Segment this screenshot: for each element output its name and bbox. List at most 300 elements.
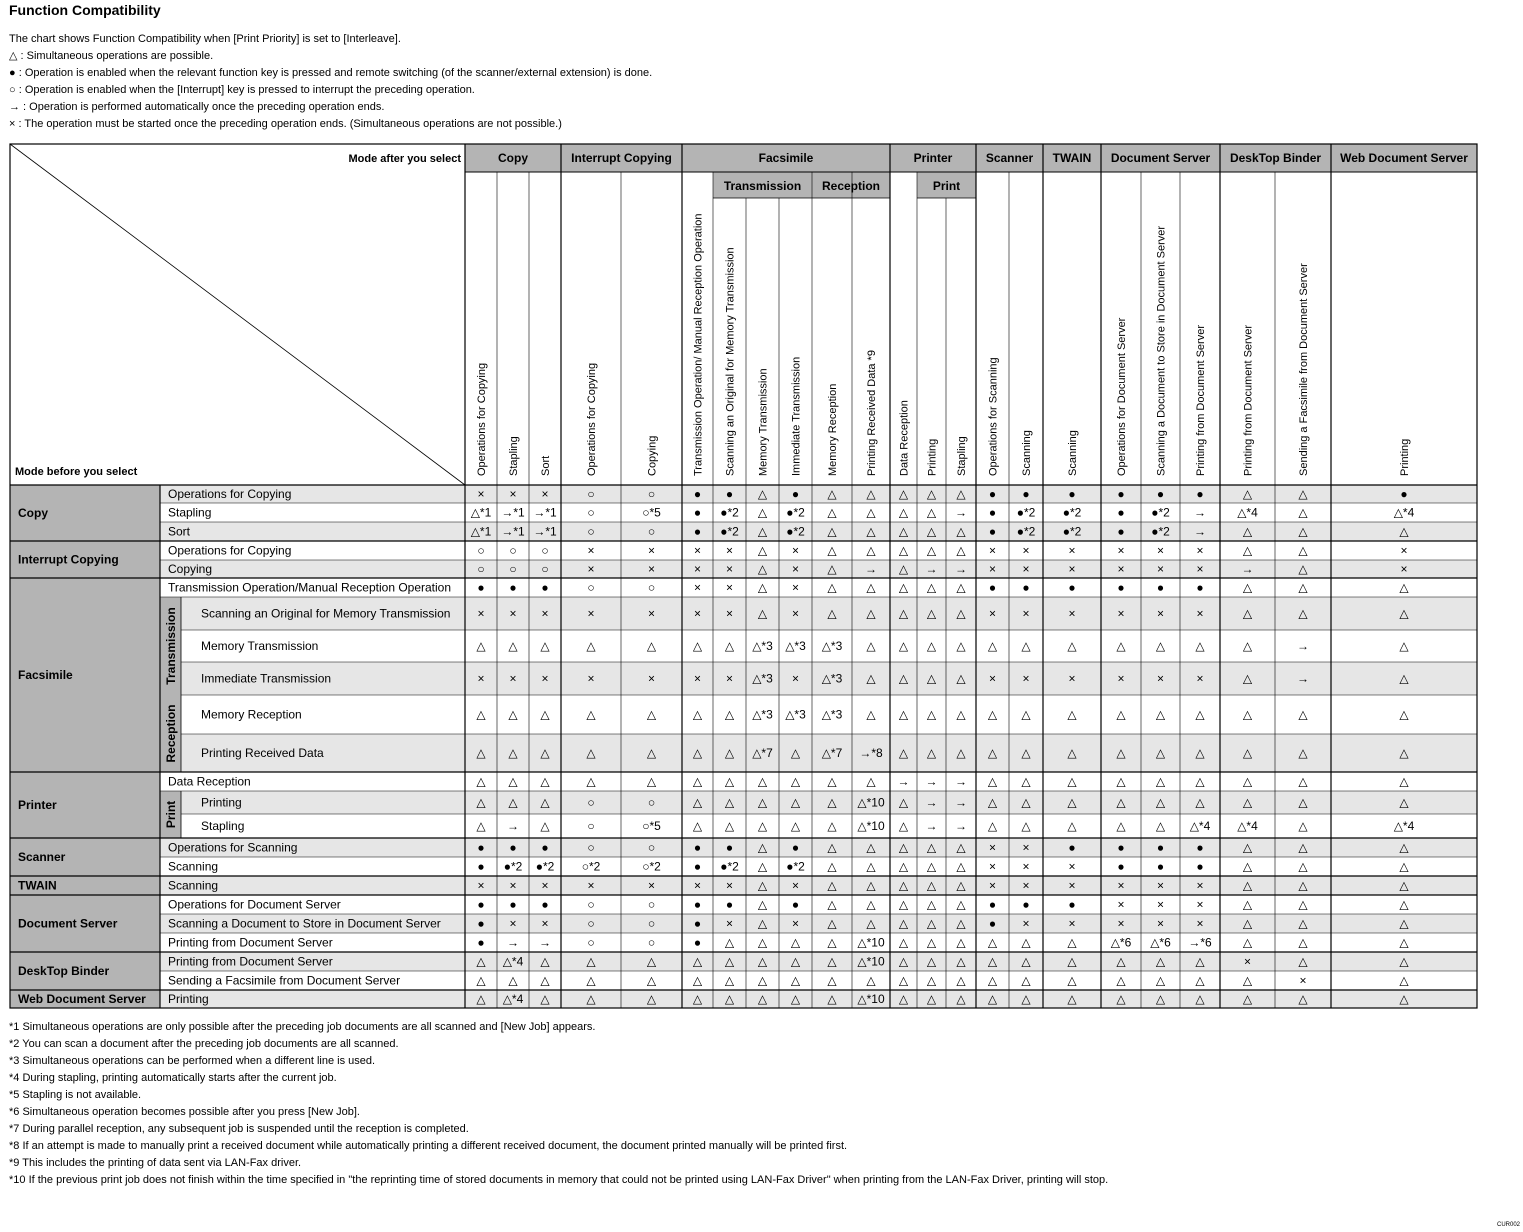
table-cell: △*4 bbox=[1189, 819, 1211, 833]
table-cell: △ bbox=[586, 954, 596, 969]
table-cell: △ bbox=[827, 524, 837, 539]
table-cell: × bbox=[1156, 671, 1165, 686]
table-cell: △*3 bbox=[785, 707, 806, 722]
table-cell: ○ bbox=[477, 543, 485, 558]
table-cell: → bbox=[507, 935, 519, 950]
table-cell: × bbox=[647, 562, 656, 576]
table-cell: ● bbox=[725, 840, 734, 855]
column-header: Sending a Facsimile from Document Server bbox=[1298, 263, 1310, 476]
table-cell: △ bbox=[1155, 774, 1166, 789]
table-cell: ●*2 bbox=[720, 505, 739, 520]
table-cell: △ bbox=[898, 524, 909, 539]
table-cell: △ bbox=[790, 795, 801, 810]
table-cell: × bbox=[1156, 897, 1165, 912]
table-cell: △ bbox=[1021, 746, 1031, 760]
table-cell: △ bbox=[476, 746, 486, 760]
table-cell: → bbox=[507, 819, 519, 833]
row-subgroup-label: Reception bbox=[164, 704, 178, 763]
table-cell: △ bbox=[724, 795, 735, 810]
table-cell: ● bbox=[791, 840, 800, 855]
table-cell: △ bbox=[1155, 795, 1166, 810]
table-cell: △ bbox=[1399, 878, 1409, 893]
table-cell: △ bbox=[724, 935, 735, 950]
table-cell: × bbox=[477, 606, 485, 621]
column-subgroup-label: Print bbox=[932, 179, 961, 193]
table-cell: △ bbox=[956, 524, 966, 539]
column-header: Scanning a Document to Store in Document Server bbox=[1155, 225, 1168, 476]
column-header: Operations for Document Server bbox=[1116, 317, 1128, 476]
table-cell: ● bbox=[1068, 840, 1076, 855]
table-cell: △ bbox=[1116, 746, 1126, 760]
row-label: Immediate Transmission bbox=[201, 671, 332, 686]
table-cell: × bbox=[1156, 543, 1165, 558]
table-cell: △ bbox=[926, 671, 937, 686]
table-cell: × bbox=[1068, 671, 1076, 686]
table-cell: × bbox=[1156, 916, 1165, 931]
table-cell: △ bbox=[692, 746, 703, 760]
column-group-label: Document Server bbox=[1110, 151, 1211, 165]
table-cell: △ bbox=[898, 487, 909, 501]
table-cell: △ bbox=[724, 954, 735, 969]
column-header: Data Reception bbox=[898, 400, 911, 476]
table-cell: △ bbox=[790, 954, 801, 969]
table-cell: △ bbox=[1298, 580, 1308, 595]
table-cell: △ bbox=[540, 746, 550, 760]
table-cell: ○*2 bbox=[642, 859, 661, 874]
table-cell: × bbox=[988, 671, 997, 686]
table-cell: △ bbox=[1242, 671, 1253, 686]
row-label: Printing bbox=[168, 992, 209, 1006]
column-header: Operations for Copying bbox=[586, 362, 598, 476]
table-cell: △ bbox=[1067, 935, 1077, 950]
table-cell: →*6 bbox=[1188, 935, 1212, 950]
row-label: Scanning an Original for Memory Transmission bbox=[201, 606, 451, 621]
table-cell: △ bbox=[898, 878, 909, 893]
table-cell: △ bbox=[866, 878, 876, 893]
table-cell: △*3 bbox=[752, 671, 773, 686]
column-group-label: Facsimile bbox=[758, 151, 814, 165]
table-cell: × bbox=[988, 606, 997, 621]
table-cell: ●*2 bbox=[720, 524, 739, 539]
table-cell: △ bbox=[1021, 639, 1031, 653]
table-cell: ● bbox=[1117, 840, 1125, 855]
table-cell: ○ bbox=[509, 543, 517, 558]
table-cell: △ bbox=[1067, 954, 1077, 969]
table-cell: × bbox=[1400, 562, 1408, 576]
table-cell: △ bbox=[724, 707, 735, 722]
table-cell: △*3 bbox=[821, 671, 843, 686]
table-cell: △*4 bbox=[502, 954, 524, 969]
table-cell: △ bbox=[476, 954, 486, 969]
table-cell: △ bbox=[790, 774, 801, 789]
table-cell: △ bbox=[586, 992, 596, 1006]
table-cell: → bbox=[925, 562, 938, 576]
row-label: Scanning a Document to Store in Document Server bbox=[168, 916, 441, 931]
table-cell: ○*5 bbox=[642, 819, 661, 833]
table-cell: ● bbox=[1068, 487, 1076, 501]
table-cell: × bbox=[693, 543, 702, 558]
table-cell: △*3 bbox=[752, 707, 773, 722]
table-cell: → bbox=[1241, 562, 1254, 576]
row-label: Printing bbox=[201, 795, 242, 810]
footnote: *8 If an attempt is made to manually print a received document while automatically printing a different received document, the document printed manually will be printed first. bbox=[9, 1140, 848, 1152]
table-cell: △ bbox=[1298, 840, 1308, 855]
row-label: Operations for Scanning bbox=[168, 840, 298, 855]
table-cell: △ bbox=[757, 897, 768, 912]
table-cell: △ bbox=[540, 774, 550, 789]
table-cell: × bbox=[1022, 606, 1030, 621]
table-cell: △ bbox=[898, 606, 909, 621]
table-cell: × bbox=[541, 487, 549, 501]
table-row-shade bbox=[160, 662, 1477, 695]
table-cell: △ bbox=[540, 819, 550, 833]
table-cell: ● bbox=[693, 840, 702, 855]
table-cell: △ bbox=[757, 543, 768, 558]
table-cell: ●*2 bbox=[1151, 524, 1170, 539]
table-cell: × bbox=[1022, 840, 1030, 855]
table-cell: ●*2 bbox=[720, 859, 739, 874]
table-cell: ○ bbox=[587, 524, 595, 539]
table-cell: △ bbox=[757, 992, 768, 1006]
table-cell: × bbox=[509, 671, 517, 686]
table-cell: △ bbox=[926, 859, 937, 874]
table-cell: △ bbox=[926, 524, 937, 539]
table-cell: △ bbox=[926, 878, 937, 893]
table-cell: → bbox=[1297, 639, 1309, 653]
table-cell: ● bbox=[1156, 580, 1165, 595]
table-cell: ○ bbox=[587, 487, 595, 501]
column-header: Operations for Scanning bbox=[987, 357, 1000, 476]
table-row-shade bbox=[160, 522, 1477, 541]
table-cell: △ bbox=[898, 819, 909, 833]
table-cell: △ bbox=[508, 774, 518, 789]
table-cell: △ bbox=[476, 639, 486, 653]
table-cell: × bbox=[1022, 859, 1030, 874]
table-cell: △ bbox=[540, 992, 550, 1006]
table-cell: ○ bbox=[541, 543, 549, 558]
table-cell: △ bbox=[586, 746, 596, 760]
table-cell: △ bbox=[926, 916, 937, 931]
table-cell: △ bbox=[898, 992, 909, 1006]
table-cell: △ bbox=[1195, 707, 1205, 722]
table-cell: ● bbox=[477, 935, 485, 950]
table-cell: × bbox=[1117, 878, 1125, 893]
table-cell: △ bbox=[1298, 746, 1308, 760]
table-cell: ●*2 bbox=[1016, 524, 1036, 539]
footnote: *7 During parallel reception, any subsequent job is suspended until the reception is completed. bbox=[9, 1123, 469, 1135]
table-cell: △ bbox=[1242, 935, 1253, 950]
table-cell: △ bbox=[790, 819, 801, 833]
table-cell: △ bbox=[898, 505, 909, 520]
table-cell: × bbox=[988, 562, 997, 576]
column-group-label: Interrupt Copying bbox=[571, 151, 672, 165]
table-cell: △ bbox=[1195, 992, 1205, 1006]
table-cell: ○ bbox=[587, 935, 595, 950]
table-cell: × bbox=[541, 916, 549, 931]
table-cell: △ bbox=[827, 859, 837, 874]
column-header: Printing bbox=[926, 438, 939, 476]
table-cell: × bbox=[509, 606, 517, 621]
table-cell: △ bbox=[1242, 973, 1253, 988]
table-cell: △ bbox=[898, 840, 909, 855]
row-group-label: DeskTop Binder bbox=[18, 964, 110, 978]
table-cell: △ bbox=[476, 819, 486, 833]
table-cell: → bbox=[955, 562, 967, 576]
document-id: CUR002 bbox=[1496, 1222, 1520, 1228]
table-cell: △ bbox=[827, 840, 837, 855]
column-header: Immediate Transmission bbox=[790, 356, 803, 476]
table-cell: →*1 bbox=[501, 524, 525, 539]
table-cell: △ bbox=[898, 707, 909, 722]
table-cell: △ bbox=[1399, 897, 1409, 912]
table-cell: ● bbox=[693, 859, 702, 874]
table-cell: △ bbox=[987, 639, 998, 653]
column-group-label: Scanner bbox=[985, 151, 1034, 165]
table-cell: △ bbox=[508, 795, 518, 810]
row-label: Operations for Copying bbox=[168, 487, 292, 501]
table-cell: × bbox=[477, 671, 485, 686]
table-cell: ● bbox=[541, 897, 549, 912]
table-cell: △ bbox=[1067, 746, 1077, 760]
table-cell: △ bbox=[956, 840, 966, 855]
table-cell: ●*2 bbox=[503, 859, 523, 874]
column-header: Printing Received Data *9 bbox=[866, 350, 878, 476]
row-label: Copying bbox=[168, 562, 213, 576]
table-cell: △ bbox=[586, 774, 596, 789]
table-cell: × bbox=[477, 878, 485, 893]
table-cell: △ bbox=[956, 992, 966, 1006]
table-cell: △ bbox=[1242, 897, 1253, 912]
column-header: Transmission Operation/ Manual Reception Operation bbox=[692, 213, 705, 476]
table-cell: △ bbox=[1195, 639, 1205, 653]
table-cell: × bbox=[693, 580, 702, 595]
table-cell: ● bbox=[509, 580, 517, 595]
table-cell: △*4 bbox=[1393, 819, 1415, 833]
table-cell: △ bbox=[956, 954, 966, 969]
table-cell: △ bbox=[898, 935, 909, 950]
table-cell: △ bbox=[1067, 639, 1077, 653]
table-cell: △ bbox=[692, 795, 703, 810]
table-cell: × bbox=[693, 606, 702, 621]
table-cell: ● bbox=[791, 897, 800, 912]
table-cell: × bbox=[647, 606, 656, 621]
table-cell: △ bbox=[508, 707, 518, 722]
table-cell: △ bbox=[956, 639, 966, 653]
table-cell: △ bbox=[956, 746, 966, 760]
table-cell: × bbox=[587, 671, 595, 686]
table-cell: △ bbox=[987, 774, 998, 789]
table-cell: △ bbox=[926, 707, 937, 722]
table-cell: △ bbox=[1195, 774, 1205, 789]
table-cell: → bbox=[897, 774, 910, 789]
table-cell: △ bbox=[692, 973, 703, 988]
table-cell: △ bbox=[926, 487, 937, 501]
table-cell: × bbox=[1022, 671, 1030, 686]
table-cell: × bbox=[1243, 954, 1252, 969]
table-cell: △ bbox=[1399, 954, 1409, 969]
table-cell: △ bbox=[1399, 746, 1409, 760]
column-group-label: Web Document Server bbox=[1340, 151, 1468, 165]
footnote: *10 If the previous print job does not finish within the time specified in "the reprinting time of stored documents in memory that could not be printed using LAN-Fax Driver" when printing from the LAN-Fax Driver, printing will stop. bbox=[9, 1174, 1109, 1186]
row-label: Printing from Document Server bbox=[168, 935, 333, 950]
table-cell: △ bbox=[1399, 916, 1409, 931]
table-cell: × bbox=[509, 916, 517, 931]
table-cell: ●*2 bbox=[1062, 524, 1082, 539]
row-group-label: TWAIN bbox=[18, 878, 57, 893]
table-cell: △ bbox=[827, 606, 837, 621]
table-cell: △ bbox=[1399, 859, 1409, 874]
table-cell: △ bbox=[476, 774, 486, 789]
table-cell: →*1 bbox=[533, 524, 557, 539]
table-cell: ○ bbox=[587, 840, 595, 855]
table-cell: △ bbox=[790, 746, 801, 760]
table-cell: × bbox=[509, 487, 517, 501]
table-cell: × bbox=[509, 878, 517, 893]
table-cell: △ bbox=[476, 992, 486, 1006]
table-cell: △ bbox=[956, 916, 966, 931]
table-cell: △ bbox=[956, 487, 966, 501]
table-cell: ○ bbox=[647, 840, 656, 855]
row-group-label: Document Server bbox=[18, 916, 118, 931]
table-cell: △ bbox=[898, 897, 909, 912]
corner-diagonal bbox=[10, 144, 465, 485]
table-cell: △ bbox=[866, 859, 876, 874]
table-cell: △ bbox=[1116, 973, 1126, 988]
table-cell: △ bbox=[898, 916, 909, 931]
table-cell: △ bbox=[1399, 606, 1409, 621]
table-cell: △ bbox=[1298, 774, 1308, 789]
table-cell: × bbox=[988, 840, 997, 855]
table-cell: △*3 bbox=[752, 639, 773, 653]
row-label: Sending a Facsimile from Document Server bbox=[168, 973, 401, 988]
table-cell: △ bbox=[1399, 707, 1409, 722]
table-cell: △ bbox=[1067, 992, 1077, 1006]
table-cell: ● bbox=[1196, 580, 1204, 595]
table-cell: × bbox=[1117, 897, 1125, 912]
table-cell: △ bbox=[956, 671, 966, 686]
column-subgroup-label: Reception bbox=[821, 179, 881, 193]
table-cell: △ bbox=[757, 878, 768, 893]
table-cell: △ bbox=[866, 639, 876, 653]
table-cell: △ bbox=[1155, 973, 1166, 988]
table-cell: △ bbox=[827, 505, 837, 520]
table-cell: △ bbox=[724, 746, 735, 760]
table-cell: △ bbox=[827, 916, 837, 931]
table-cell: △ bbox=[1116, 819, 1126, 833]
column-header: Copying bbox=[646, 435, 659, 476]
table-cell: ○ bbox=[647, 580, 656, 595]
table-cell: △ bbox=[757, 935, 768, 950]
table-cell: △ bbox=[724, 992, 735, 1006]
table-cell: △ bbox=[827, 580, 837, 595]
table-cell: △ bbox=[1399, 580, 1409, 595]
table-cell: ● bbox=[1196, 859, 1204, 874]
table-cell: △ bbox=[1021, 935, 1031, 950]
table-cell: △ bbox=[898, 639, 909, 653]
table-cell: → bbox=[1297, 671, 1309, 686]
table-cell: ● bbox=[693, 897, 702, 912]
table-cell: △ bbox=[827, 774, 837, 789]
table-cell: × bbox=[1156, 878, 1165, 893]
table-cell: △ bbox=[1298, 954, 1308, 969]
row-label: Stapling bbox=[201, 819, 245, 833]
table-cell: △ bbox=[1399, 795, 1409, 810]
table-cell: △ bbox=[1399, 973, 1409, 988]
table-cell: ● bbox=[1068, 580, 1076, 595]
table-cell: ● bbox=[509, 840, 517, 855]
row-group-label: Printer bbox=[18, 798, 57, 812]
table-cell: ● bbox=[477, 840, 485, 855]
table-cell: △ bbox=[866, 606, 876, 621]
table-cell: △ bbox=[1242, 795, 1253, 810]
table-cell: → bbox=[955, 505, 967, 520]
table-cell: → bbox=[925, 795, 938, 810]
footnotes bbox=[9, 1019, 1108, 1189]
column-group-label: DeskTop Binder bbox=[1229, 151, 1322, 165]
table-cell: △*10 bbox=[857, 992, 885, 1006]
legend-arrow: → : Operation is performed automatically once the preceding operation ends. bbox=[9, 101, 385, 113]
row-label: Operations for Document Server bbox=[168, 897, 341, 912]
table-cell: △ bbox=[1298, 606, 1308, 621]
table-cell: × bbox=[587, 878, 595, 893]
table-cell: × bbox=[1117, 562, 1125, 576]
table-cell: ● bbox=[541, 840, 549, 855]
table-cell: △ bbox=[692, 639, 703, 653]
table-cell: ● bbox=[725, 487, 734, 501]
row-label: Printing from Document Server bbox=[168, 954, 333, 969]
table-cell: ●*2 bbox=[535, 859, 555, 874]
table-cell: ● bbox=[541, 580, 549, 595]
table-cell: △ bbox=[827, 897, 837, 912]
mode-before-label: Mode before you select bbox=[15, 466, 138, 478]
table-cell: △*6 bbox=[1150, 935, 1171, 950]
table-cell: → bbox=[955, 795, 967, 810]
table-cell: △ bbox=[827, 935, 837, 950]
table-cell: ○ bbox=[647, 897, 656, 912]
row-label: Memory Transmission bbox=[201, 639, 319, 653]
table-cell: ● bbox=[1022, 487, 1030, 501]
table-cell: × bbox=[693, 671, 702, 686]
table-cell: ● bbox=[1117, 859, 1125, 874]
table-cell: △ bbox=[1242, 606, 1253, 621]
table-cell: ○ bbox=[647, 524, 656, 539]
table-cell: ○ bbox=[587, 916, 595, 931]
page-title: Function Compatibility bbox=[9, 2, 161, 18]
table-cell: △ bbox=[646, 746, 657, 760]
table-cell: ● bbox=[1156, 487, 1165, 501]
table-cell: △ bbox=[1242, 859, 1253, 874]
table-cell: × bbox=[1117, 606, 1125, 621]
table-cell: △ bbox=[1067, 774, 1077, 789]
table-cell: △ bbox=[1021, 973, 1031, 988]
table-cell: △ bbox=[757, 562, 768, 576]
table-cell: △ bbox=[540, 707, 550, 722]
legend-triangle: △ : Simultaneous operations are possible. bbox=[9, 50, 214, 62]
table-cell: △*7 bbox=[821, 746, 843, 760]
column-group-label: Copy bbox=[498, 151, 528, 165]
table-cell: × bbox=[477, 487, 485, 501]
table-cell: △ bbox=[757, 954, 768, 969]
table-cell: ○*2 bbox=[581, 859, 601, 874]
table-cell: × bbox=[791, 878, 800, 893]
table-cell: △*1 bbox=[470, 505, 492, 520]
table-cell: △ bbox=[692, 774, 703, 789]
table-cell: △ bbox=[956, 707, 966, 722]
table-cell: △ bbox=[724, 819, 735, 833]
table-cell: △ bbox=[1155, 746, 1166, 760]
table-cell: △*4 bbox=[1237, 505, 1258, 520]
table-cell: △ bbox=[790, 992, 801, 1006]
